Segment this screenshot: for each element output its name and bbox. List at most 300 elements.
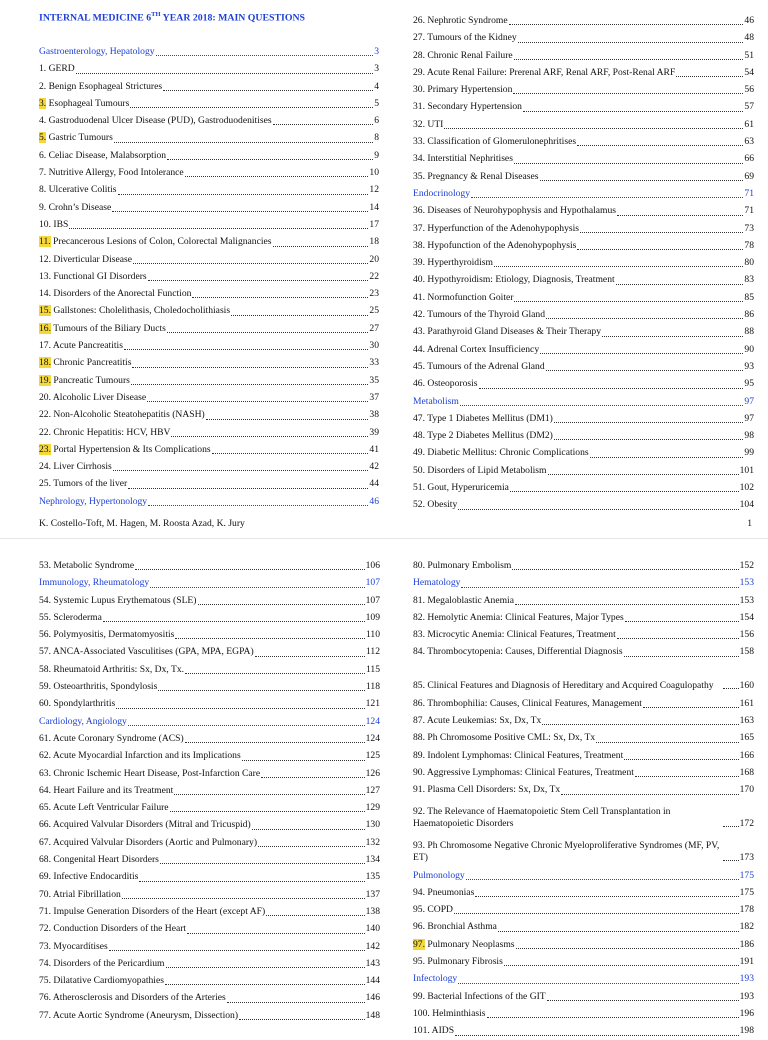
title-text-rest: YEAR 2018: MAIN QUESTIONS [160, 12, 305, 24]
toc-entry-number: 22. [39, 409, 51, 421]
toc-entry-label [39, 43, 155, 60]
dot-leader [498, 931, 739, 932]
toc-entry[interactable] [39, 147, 379, 164]
dot-leader [596, 742, 738, 743]
toc-entry[interactable] [413, 884, 754, 901]
toc-entry-title: Myocardítises [51, 940, 108, 952]
toc-entry[interactable] [39, 302, 379, 319]
toc-page-number: 104 [739, 499, 754, 511]
toc-page-number: 95 [744, 378, 754, 390]
toc-entry-label [39, 834, 257, 851]
toc-entry[interactable] [39, 354, 379, 371]
dot-leader [175, 638, 365, 639]
toc-entry[interactable] [413, 712, 754, 729]
toc-entry-label [413, 764, 634, 781]
toc-entry[interactable] [413, 901, 754, 918]
toc-entry-number: 51. [413, 482, 425, 494]
toc-entry-title: Acute Pancreatitis [51, 340, 123, 352]
toc-page-number: 158 [739, 646, 754, 658]
toc-entry[interactable] [39, 424, 379, 441]
toc-entry-label [413, 98, 522, 115]
dot-leader [723, 688, 739, 689]
dot-leader [723, 860, 739, 861]
toc-entry-label [39, 199, 111, 216]
dot-leader [128, 725, 365, 726]
toc-page-number: 110 [365, 629, 380, 641]
toc-entry[interactable] [413, 1005, 754, 1022]
dot-leader [227, 1002, 365, 1003]
toc-entry-label [413, 918, 497, 935]
toc-entry[interactable] [39, 441, 379, 458]
toc-entry[interactable] [39, 216, 379, 233]
toc-section-heading[interactable] [413, 867, 754, 884]
toc-entry[interactable] [39, 233, 379, 250]
toc-entry-title: Functional GI Disorders [51, 270, 147, 282]
toc-entry-label [39, 626, 174, 643]
toc-entry[interactable] [413, 220, 754, 237]
toc-entry-number: 10. [39, 218, 51, 230]
dot-leader [625, 621, 739, 622]
toc-entry-title: Pulmonology [413, 869, 465, 881]
toc-entry-number: 85. [413, 680, 425, 692]
toc-entry[interactable] [39, 747, 380, 764]
toc-entry-label [413, 1022, 454, 1039]
toc-entry-title: Acute Myocardial Infarction and its Implications [51, 750, 241, 762]
toc-entry-title: Acute Coronary Syndrome (ACS) [51, 732, 184, 744]
toc-entry[interactable] [413, 988, 754, 1005]
toc-entry[interactable] [39, 181, 379, 198]
toc-entry[interactable] [39, 60, 379, 77]
toc-entry[interactable] [413, 729, 754, 746]
toc-entry-title: Hematology [413, 577, 461, 589]
toc-entry-number: 69. [39, 871, 51, 883]
toc-entry-label [39, 557, 134, 574]
toc-entry[interactable] [39, 643, 380, 660]
toc-entry-number: 47. [413, 412, 425, 424]
dot-leader [109, 950, 365, 951]
toc-entry-label [413, 133, 576, 150]
toc-entry-label [39, 989, 226, 1006]
toc-page-number: 46 [369, 495, 379, 507]
title-superscript: TH [151, 11, 161, 18]
toc-entry[interactable] [413, 661, 754, 695]
toc-entry[interactable] [413, 609, 754, 626]
toc-entry-label [39, 938, 108, 955]
toc-entry[interactable] [39, 112, 379, 129]
dot-leader [266, 915, 364, 916]
toc-entry-label [413, 479, 509, 496]
toc-entry-label [39, 903, 265, 920]
toc-entry[interactable] [39, 695, 380, 712]
toc-entry[interactable] [39, 799, 380, 816]
toc-entry[interactable] [39, 816, 380, 833]
toc-entry-label [413, 393, 459, 410]
dot-leader [547, 1000, 739, 1001]
toc-entry[interactable] [413, 781, 754, 798]
toc-page-number: 135 [365, 871, 380, 883]
toc-entry[interactable] [413, 306, 754, 323]
toc-entry-label [39, 661, 184, 678]
toc-page-number: 106 [365, 560, 380, 571]
toc-entry-number: 52. [413, 499, 425, 511]
toc-column-left [39, 557, 380, 1024]
toc-entry-number: 26. [413, 15, 425, 26]
toc-section-heading[interactable] [39, 713, 380, 730]
toc-entry-label [39, 955, 165, 972]
dot-leader [124, 349, 368, 350]
toc-entry-number: 15. [39, 305, 51, 317]
toc-entry[interactable] [39, 920, 380, 937]
toc-entry-title: Microcytic Anemia: Clinical Features, Treatment [425, 629, 616, 641]
toc-entry-label [413, 306, 545, 323]
toc-entry-title: Endocrinology [413, 187, 471, 199]
toc-entry-number: 33. [413, 136, 425, 148]
dot-leader [643, 707, 739, 708]
toc-entry[interactable] [39, 678, 380, 695]
toc-page-number: 17 [369, 218, 379, 230]
toc-entry-number: 101. [413, 1025, 430, 1037]
toc-entry-label [413, 271, 615, 288]
toc-entry-number: 54. [39, 594, 51, 606]
toc-section-heading[interactable] [413, 185, 754, 202]
toc-entry[interactable] [413, 64, 754, 81]
toc-page-number: 51 [744, 49, 754, 61]
toc-entry[interactable] [39, 337, 379, 354]
dot-leader [617, 215, 743, 216]
toc-entry-label [39, 147, 166, 164]
toc-entry-title: Acute Aortic Syndrome (Aneurysm, Dissection) [51, 1009, 239, 1021]
toc-page-number: 85 [744, 291, 754, 303]
toc-entry[interactable] [39, 730, 380, 747]
toc-entry-title: Tumours of the Thyroid Gland [425, 309, 546, 321]
toc-entry[interactable] [39, 1007, 380, 1024]
toc-entry-number: 6. [39, 149, 47, 161]
dot-leader [546, 370, 744, 371]
toc-entry-label [39, 251, 132, 268]
toc-entry[interactable] [39, 557, 380, 574]
toc-page-number: 166 [739, 749, 754, 761]
toc-entry-title: Nephrology, Hypertonology [39, 495, 148, 507]
toc-entry-number: 65. [39, 802, 51, 814]
toc-entry[interactable] [413, 116, 754, 133]
toc-page-number: 39 [369, 426, 379, 438]
toc-entry[interactable] [413, 12, 754, 29]
toc-entry[interactable] [413, 410, 754, 427]
toc-entry-title: Gallstones: Cholelithasis, Choledocholithiasis [51, 305, 231, 317]
dot-leader [192, 297, 368, 298]
toc-section-heading[interactable] [413, 970, 754, 987]
toc-entry-title: Gout, Hyperuricemia [425, 482, 509, 494]
toc-entry-label [39, 233, 272, 250]
toc-entry[interactable] [413, 1022, 754, 1039]
toc-page-number: 3 [374, 63, 379, 75]
toc-entry-label [413, 695, 642, 712]
toc-entry-label [39, 972, 164, 989]
toc-entry[interactable] [39, 765, 380, 782]
toc-entry-label [413, 150, 513, 167]
dot-leader [239, 1019, 365, 1020]
toc-entry[interactable] [413, 695, 754, 712]
toc-entry[interactable] [413, 133, 754, 150]
toc-entry[interactable] [39, 989, 380, 1006]
toc-entry[interactable] [413, 479, 754, 496]
toc-entry[interactable] [39, 886, 380, 903]
toc-entry-title: Chronic Ischemic Heart Disease, Post-Infarction Care [51, 767, 261, 779]
toc-entry-number: 12. [39, 253, 51, 265]
toc-entry[interactable] [413, 323, 754, 340]
toc-page-number: 3 [374, 46, 379, 57]
dot-leader [167, 332, 369, 333]
toc-entry-title: Atherosclerosis and Disorders of the Arteries [51, 992, 226, 1004]
toc-entry[interactable] [413, 202, 754, 219]
toc-entry-title: Liver Cirrhosis [51, 461, 112, 473]
dot-leader [466, 879, 739, 880]
toc-entry[interactable] [39, 199, 379, 216]
toc-page-number: 173 [739, 852, 754, 864]
dot-leader [150, 587, 364, 588]
toc-entry[interactable] [39, 406, 379, 423]
dot-leader [160, 863, 365, 864]
toc-entry-number: 70. [39, 888, 51, 900]
toc-entry-title: Adrenal Cortex Insufficiency [425, 343, 540, 355]
toc-entry-number: 87. [413, 715, 425, 727]
dot-leader [122, 898, 365, 899]
toc-entry[interactable] [39, 868, 380, 885]
toc-entry[interactable] [413, 98, 754, 115]
toc-page-number: 93 [744, 360, 754, 372]
dot-leader [523, 111, 743, 112]
toc-page-number: 5 [374, 97, 379, 109]
toc-entry[interactable] [413, 936, 754, 953]
toc-entry-title: Portal Hypertension & Its Complications [51, 443, 211, 455]
toc-page-number: 97 [744, 412, 754, 424]
dot-leader [458, 983, 738, 984]
toc-entry-label [39, 60, 75, 77]
dot-leader [513, 93, 743, 94]
toc-entry-label [39, 713, 127, 730]
toc-entry[interactable] [413, 444, 754, 461]
toc-section-heading[interactable] [39, 43, 379, 60]
dot-leader [635, 776, 739, 777]
toc-page-number: 163 [739, 715, 754, 727]
toc-entry[interactable] [39, 851, 380, 868]
toc-entry[interactable] [39, 372, 379, 389]
toc-entry-number: 59. [39, 681, 51, 693]
dot-leader [148, 280, 369, 281]
toc-entry[interactable] [39, 389, 379, 406]
toc-entry[interactable] [413, 557, 754, 574]
toc-page-number: 69 [744, 170, 754, 182]
toc-entry[interactable] [413, 833, 754, 867]
toc-entry-title: Acquired Valvular Disorders (Mitral and Tricuspid) [51, 819, 251, 831]
dot-leader [494, 266, 743, 267]
toc-entry-label [413, 643, 623, 660]
toc-page-number: 127 [365, 784, 380, 796]
toc-entry-label [39, 424, 170, 441]
toc-entry-title: Congenital Heart Disorders [51, 854, 159, 866]
toc-page-number: 165 [739, 732, 754, 744]
toc-entry[interactable] [413, 462, 754, 479]
dot-leader [273, 124, 374, 125]
toc-entry-title: Conduction Disorders of the Heart [51, 923, 187, 935]
toc-entry-title: Pregnancy & Renal Diseases [425, 170, 539, 182]
toc-entry[interactable] [39, 626, 380, 643]
toc-entry-title: IBS [51, 218, 69, 230]
toc-entry-label [413, 592, 514, 609]
toc-entry[interactable] [413, 427, 754, 444]
toc-entry[interactable] [413, 168, 754, 185]
toc-entry[interactable] [413, 289, 754, 306]
toc-entry-number: 13. [39, 270, 51, 282]
toc-entry-label [413, 729, 595, 746]
toc-entry-title: Bronchial Asthma [425, 921, 497, 933]
toc-page-number: 10 [369, 167, 379, 179]
toc-entry[interactable] [413, 626, 754, 643]
toc-entry-label [413, 116, 443, 133]
toc-entry-label [413, 462, 547, 479]
toc-entry-number: 63. [39, 767, 51, 779]
toc-page-number: 125 [365, 750, 380, 762]
toc-entry-label [39, 695, 115, 712]
toc-entry[interactable] [39, 320, 379, 337]
dot-leader [165, 984, 365, 985]
toc-entry[interactable] [413, 592, 754, 609]
toc-page-number: 193 [739, 990, 754, 1002]
toc-page-number: 156 [739, 629, 754, 641]
toc-entry[interactable] [413, 47, 754, 64]
dot-leader [577, 145, 743, 146]
toc-entry-title: Infective Endocarditis [51, 871, 139, 883]
toc-entry[interactable] [39, 458, 379, 475]
toc-page-number: 71 [744, 187, 754, 199]
toc-entry[interactable] [39, 95, 379, 112]
toc-entry[interactable] [413, 918, 754, 935]
toc-entry[interactable] [413, 375, 754, 392]
toc-section-heading[interactable] [39, 493, 379, 510]
toc-entry-title: Hyperthyroidism [425, 257, 493, 269]
toc-entry[interactable] [39, 955, 380, 972]
toc-entry[interactable] [413, 496, 754, 513]
toc-entry[interactable] [39, 834, 380, 851]
toc-entry[interactable] [413, 254, 754, 271]
toc-entry-number: 49. [413, 447, 425, 459]
toc-entry-label [413, 168, 539, 185]
toc-section-heading[interactable] [39, 574, 380, 591]
toc-page-number: 134 [365, 854, 380, 866]
dot-leader [616, 284, 744, 285]
toc-entry-label [39, 475, 127, 492]
toc-entry[interactable] [39, 129, 379, 146]
toc-entry[interactable] [39, 661, 380, 678]
toc-entry[interactable] [39, 285, 379, 302]
toc-entry-label [413, 375, 478, 392]
toc-entry[interactable] [413, 271, 754, 288]
toc-entry[interactable] [413, 799, 754, 833]
toc-entry[interactable] [39, 268, 379, 285]
toc-entry[interactable] [39, 78, 379, 95]
toc-page-number: 107 [365, 594, 380, 606]
toc-entry[interactable] [413, 953, 754, 970]
toc-section-heading[interactable] [413, 393, 754, 410]
toc-entry[interactable] [39, 972, 380, 989]
dot-leader [261, 777, 364, 778]
toc-entry-title: Rheumatoid Arthritis: Sx, Dx, Tx. [51, 663, 185, 675]
toc-page-number: 14 [369, 201, 379, 213]
toc-entry[interactable] [39, 251, 379, 268]
toc-page-number: 118 [365, 681, 380, 693]
toc-page-number: 191 [739, 956, 754, 968]
toc-entry[interactable] [413, 150, 754, 167]
dot-leader [512, 569, 738, 570]
toc-entry[interactable] [413, 81, 754, 98]
dot-leader [166, 967, 365, 968]
toc-section-heading[interactable] [413, 574, 754, 591]
toc-entry[interactable] [39, 903, 380, 920]
dot-leader [444, 128, 743, 129]
dot-leader [76, 73, 373, 74]
toc-entry-number: 41. [413, 291, 425, 303]
toc-entry-number: 25. [39, 478, 51, 490]
toc-page-number: 8 [374, 132, 379, 144]
toc-entry[interactable] [39, 164, 379, 181]
toc-entry[interactable] [413, 747, 754, 764]
toc-entry[interactable] [39, 592, 380, 609]
toc-entry-title: Bacterial Infections of the GIT [425, 990, 546, 1002]
toc-page-number: 18 [369, 236, 379, 248]
toc-entry[interactable] [413, 358, 754, 375]
toc-page-number: 172 [739, 818, 754, 830]
document-title [39, 11, 305, 23]
toc-entry-label [39, 868, 138, 885]
toc-entry[interactable] [39, 938, 380, 955]
toc-entry[interactable] [413, 237, 754, 254]
toc-entry[interactable] [39, 609, 380, 626]
dot-leader [617, 638, 739, 639]
toc-page-number: 63 [744, 136, 754, 148]
dot-leader [128, 488, 368, 489]
toc-page-number: 138 [365, 905, 380, 917]
toc-entry-label [413, 29, 517, 46]
toc-entry-label [39, 406, 205, 423]
toc-entry-title: Clinical Features and Diagnosis of Hereditary and Acquired Coagulopathy [425, 680, 714, 692]
toc-entry[interactable] [413, 764, 754, 781]
dot-leader [118, 194, 369, 195]
toc-page-number: 4 [374, 80, 379, 92]
toc-page-number: 107 [365, 577, 380, 589]
toc-entry-number: 95. [413, 904, 425, 916]
dot-leader [479, 388, 744, 389]
toc-page-number: 35 [369, 374, 379, 386]
dot-leader [231, 315, 368, 316]
toc-entry[interactable] [413, 643, 754, 660]
toc-entry-number: 18. [39, 357, 51, 369]
toc-entry-label [39, 285, 191, 302]
toc-entry-number: 1. [39, 63, 47, 75]
toc-entry-label [39, 458, 112, 475]
dot-leader [461, 587, 738, 588]
toc-entry[interactable] [413, 341, 754, 358]
toc-entry[interactable] [413, 29, 754, 46]
toc-entry-title: Pulmonary Neoplasms [425, 938, 515, 950]
toc-page-number: 126 [365, 767, 380, 779]
toc-entry-title: Alcoholic Liver Disease [51, 391, 147, 403]
toc-entry-title: Systemic Lupus Erythematous (SLE) [51, 594, 197, 606]
toc-entry-title: Type 2 Diabetes Mellitus (DM2) [425, 430, 553, 442]
toc-entry[interactable] [39, 782, 380, 799]
toc-page-number: 99 [744, 447, 754, 459]
toc-entry[interactable] [39, 475, 379, 492]
toc-page-number: 196 [739, 1007, 754, 1019]
